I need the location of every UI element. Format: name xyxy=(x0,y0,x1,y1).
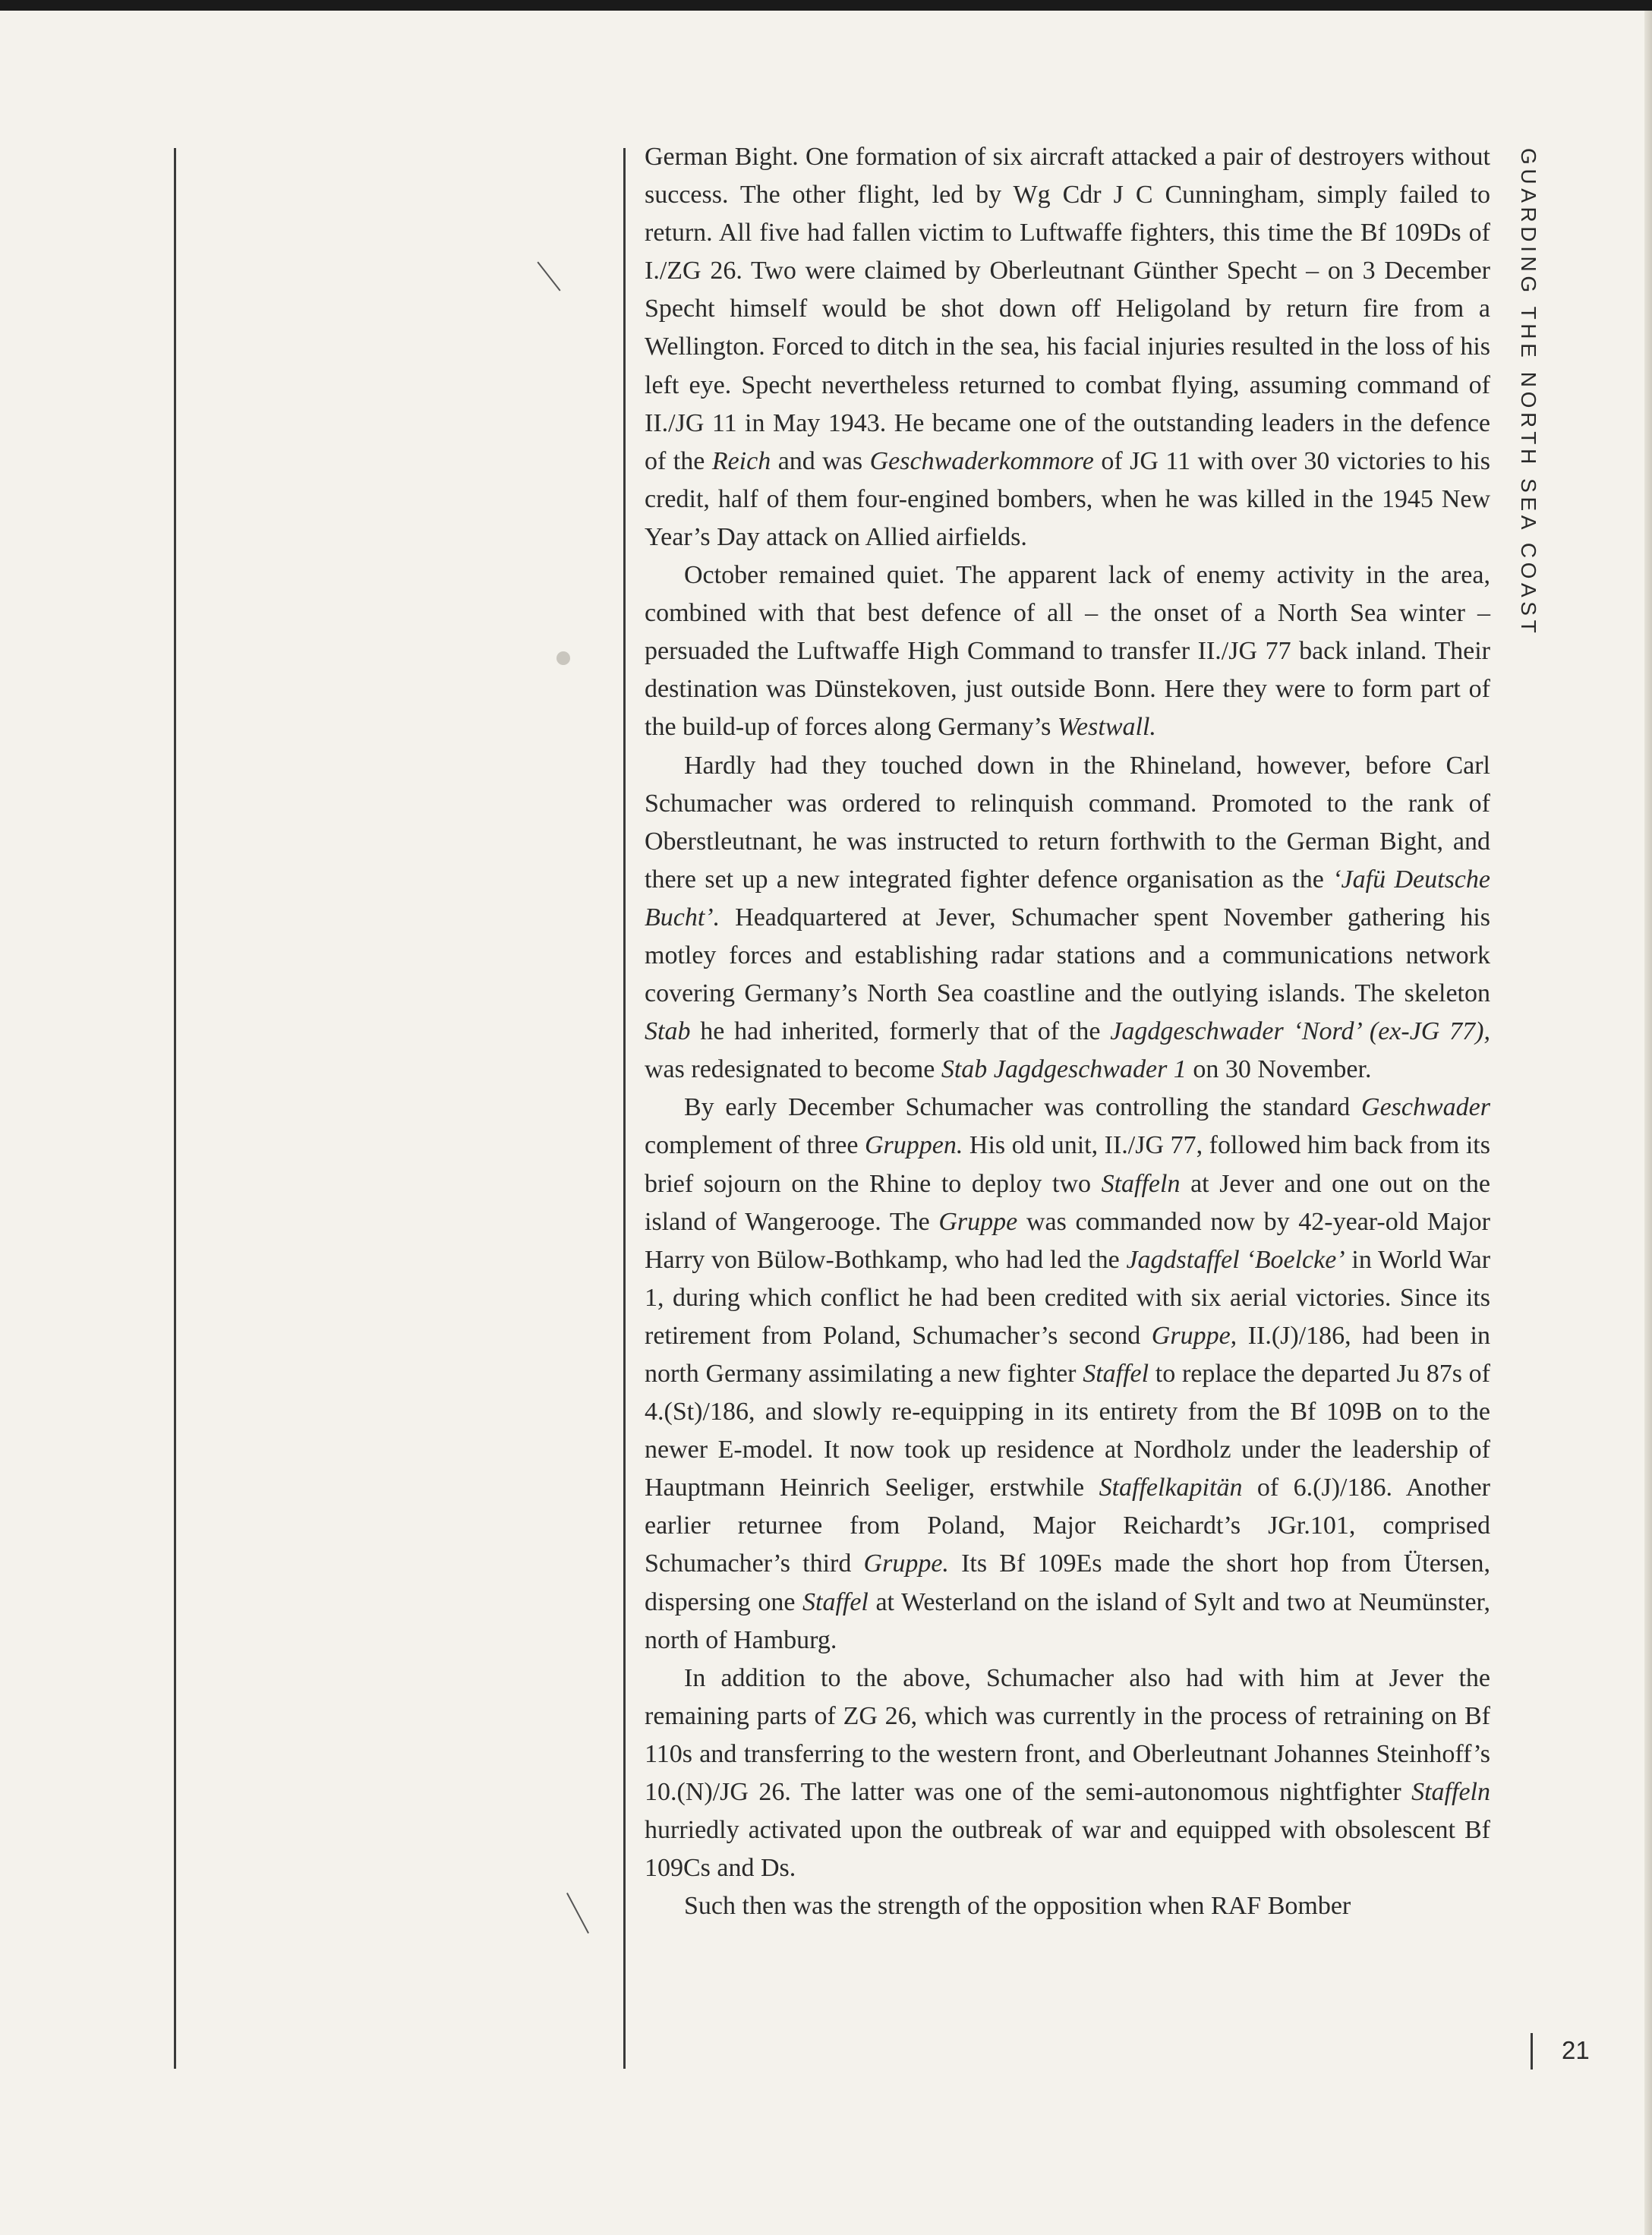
text-run: hurriedly activated upon the outbreak of war and equipped with obsolescent Bf 109Cs and Ds. xyxy=(645,1816,1490,1883)
italic-term: Staffeln xyxy=(1411,1778,1490,1807)
text-run: II.(J)/186, had been in north Germany assimilating a new fighter xyxy=(645,1321,1490,1388)
italic-term: Westwall. xyxy=(1057,713,1156,742)
italic-term: Stab xyxy=(645,1017,691,1046)
italic-term: Staffel xyxy=(1083,1360,1149,1388)
body-paragraph xyxy=(645,747,1490,1089)
italic-term: Geschwaderkommore xyxy=(869,446,1094,475)
text-run: in World War 1, during which conflict he had been credited with six aerial victories. Since its retirement from Poland, Schumacher’s second xyxy=(645,1245,1491,1350)
page-right-edge xyxy=(1644,11,1652,2235)
italic-term: Reich xyxy=(711,446,771,475)
italic-term: Gruppe. xyxy=(863,1549,949,1578)
italic-term: Geschwader xyxy=(1361,1093,1490,1122)
italic-term: Gruppen. xyxy=(864,1131,963,1160)
text-run: was commanded now by 42-year-old Major Harry von Bülow-Bothkamp, who had led the xyxy=(645,1207,1490,1274)
text-run: His old unit, II./JG 77, followed him back from its brief sojourn on the Rhine to deploy two xyxy=(645,1131,1490,1198)
pencil-mark xyxy=(537,261,560,291)
body-paragraph xyxy=(645,1089,1490,1659)
text-run: and was xyxy=(771,446,870,475)
italic-term: Jagdstaffel ‘Boelcke’ xyxy=(1126,1245,1345,1274)
text-run: Such then was the strength of the opposition when RAF Bomber xyxy=(684,1892,1351,1921)
text-run: By early December Schumacher was controlling the standard xyxy=(684,1093,1362,1122)
paper-blemish xyxy=(556,651,570,665)
text-run: on 30 November. xyxy=(1186,1055,1372,1084)
body-paragraph xyxy=(645,1660,1490,1888)
body-paragraph xyxy=(645,138,1490,556)
italic-term: Gruppe xyxy=(938,1207,1018,1236)
folio-rule xyxy=(1531,2033,1533,2070)
text-run: German Bight. One formation of six aircraft attacked a pair of destroyers without success. The other flight, led by Wg Cdr J C Cunningham, simply failed to return. All five had fallen victim to Luftwaffe fighters, this time the Bf 109Ds of I./ZG 26. Two were claimed by Oberleutnant Günther Specht – on 3 December Specht himself would be shot down off Heligoland by return fire from a Wellington. Forced to ditch in the sea, his facial injuries resulted in the loss of his left eye. Specht nevertheless returned to combat flying, assuming command of II./JG 11 in May 1943. He became one of the outstanding leaders in the defence of the xyxy=(645,143,1490,475)
italic-term: Staffelkapitän xyxy=(1099,1474,1243,1502)
italic-term: Jagdgeschwader ‘Nord’ (ex-JG 77), xyxy=(1110,1017,1490,1046)
italic-term: Stab Jagdgeschwader 1 xyxy=(941,1055,1187,1084)
running-head: GUARDING THE NORTH SEA COAST xyxy=(1517,148,1540,638)
left-margin-rule xyxy=(174,148,176,2069)
text-run: at Westerland on the island of Sylt and two at Neumünster, north of Hamburg. xyxy=(645,1587,1490,1654)
text-run: of JG 11 with over 30 victories to his credit, half of them four-engined bombers, when he was killed in the 1945 New Year’s Day attack on Allied airfields. xyxy=(645,446,1491,551)
text-run: Its Bf 109Es made the short hop from Ütersen, dispersing one xyxy=(645,1549,1490,1616)
text-run: to replace the departed Ju 87s of 4.(St)/186, and slowly re-equipping in its entirety from the Bf 109B on to the newer E-model. It now took up residence at Nordholz under the leadership of Hauptmann Heinrich Seeliger, erstwhile xyxy=(645,1360,1490,1502)
page-number: 21 xyxy=(1562,2036,1590,2064)
italic-term: ‘Jafü Deutsche Bucht’. xyxy=(645,865,1490,932)
text-run: at Jever and one out on the island of Wangerooge. The xyxy=(645,1169,1491,1236)
body-paragraph xyxy=(645,556,1490,746)
column-rule xyxy=(623,148,626,2069)
italic-term: Staffel xyxy=(802,1587,869,1616)
italic-term: Gruppe, xyxy=(1151,1321,1237,1350)
text-run: he had inherited, formerly that of the xyxy=(690,1017,1111,1046)
pencil-mark xyxy=(566,1893,589,1934)
text-run: October remained quiet. The apparent lack of enemy activity in the area, combined with that best defence of all – the onset of a North Sea winter – persuaded the Luftwaffe High Command to transfer II./JG 77 back inland. Their destination was Dünstekoven, just outside Bonn. Here they were to form part of the build-up of forces along Germany’s xyxy=(645,561,1490,742)
text-run: complement of three xyxy=(645,1131,865,1160)
text-run: In addition to the above, Schumacher also had with him at Jever the remaining parts of ZG 26, which was currently in the process of retraining on Bf 110s and transferring to the western front, and Oberleutnant Johannes Steinhoff’s 10.(N)/JG 26. The latter was one of the semi-autonomous nightfighter xyxy=(645,1663,1490,1807)
page-top-edge xyxy=(0,0,1652,11)
text-run: of 6.(J)/186. Another earlier returnee from Poland, Major Reichardt’s JGr.101, comprised Schumacher’s third xyxy=(645,1474,1490,1578)
text-run: Hardly had they touched down in the Rhineland, however, before Carl Schumacher was ordered to relinquish command. Promoted to the rank of Oberstleutnant, he was instructed to return forthwith to the German Bight, and there set up a new integrated fighter defence organisation as the xyxy=(645,751,1490,894)
text-run: Headquartered at Jever, Schumacher spent November gathering his motley forces and establishing radar stations and a communications network covering Germany’s North Sea coastline and the outlying islands. The skeleton xyxy=(645,903,1490,1008)
text-run: was redesignated to become xyxy=(645,1055,941,1084)
body-text xyxy=(645,138,1490,1925)
italic-term: Staffeln xyxy=(1101,1169,1181,1198)
body-paragraph xyxy=(645,1887,1490,1925)
